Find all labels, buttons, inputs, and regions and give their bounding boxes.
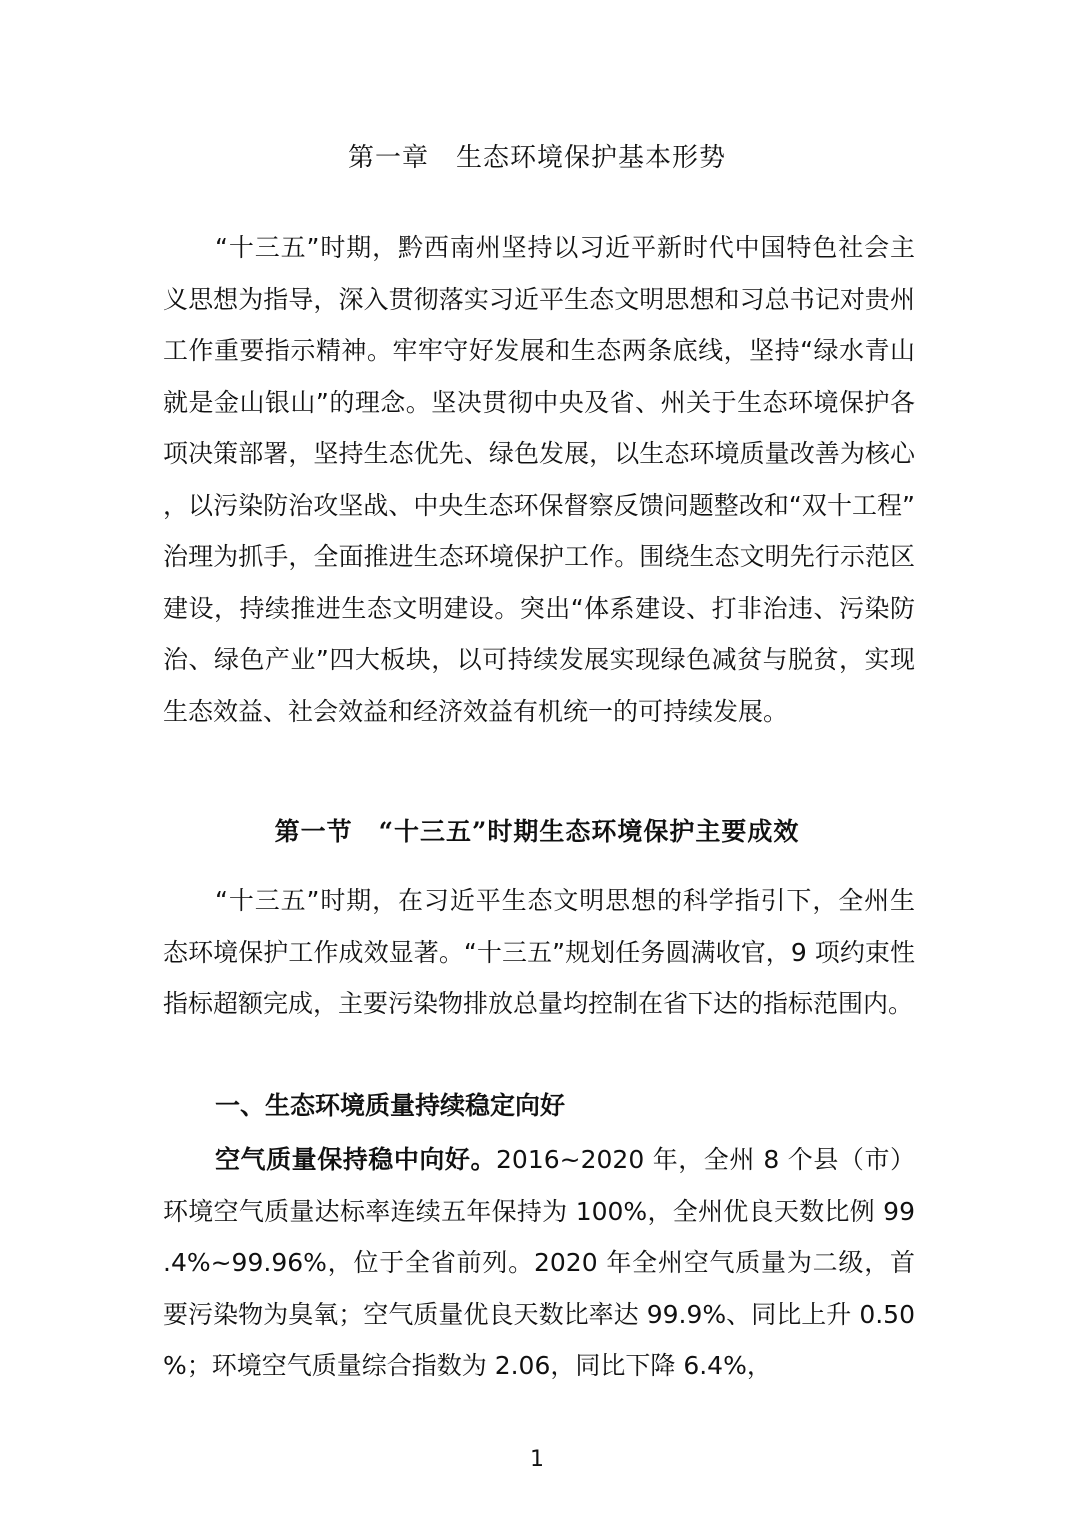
air-quality-body: 2016~2020 年，全州 8 个县（市）环境空气质量达标率连续五年保持为 100%，全州优良天数比例 99.4%~99.96%，位于全省前列。2020 年全州空气质量为二级，首要污染物为臭氧；空气质量优良天数比率达 99.9%、同比上升 0.50%；环境空气质量综合指数为 2.06，同比下降 6.4%， <box>163 1145 915 1380</box>
page-number: 1 <box>530 1447 544 1472</box>
air-quality-paragraph <box>163 1134 915 1392</box>
section-title: 第一节 “十三五”时期生态环境保护主要成效 <box>274 817 800 846</box>
chapter-title: 第一章 生态环境保护基本形势 <box>347 143 726 173</box>
subheading: 一、生态环境质量持续稳定向好 <box>215 1091 566 1120</box>
air-quality-lead: 空气质量保持稳中向好。 <box>215 1145 497 1174</box>
intro-paragraph: “十三五”时期，黔西南州坚持以习近平新时代中国特色社会主义思想为指导，深入贯彻落实习近平生态文明思想和习总书记对贵州工作重要指示精神。牢牢守好发展和生态两条底线，坚持“绿水青山就是金山银山”的理念。坚决贯彻中央及省、州关于生态环境保护各项决策部署，坚持生态优先、绿色发展，以生态环境质量改善为核心，以污染防治攻坚战、中央生态环保督察反馈问题整改和“双十工程”治理为抓手，全面推进生态环境保护工作。围绕生态文明先行示范区建设，持续推进生态文明建设。突出“体系建设、打非治违、污染防治、绿色产业”四大板块，以可持续发展实现绿色减贫与脱贫，实现生态效益、社会效益和经济效益有机统一的可持续发展。 <box>163 233 915 726</box>
section-paragraph: “十三五”时期，在习近平生态文明思想的科学指引下，全州生态环境保护工作成效显著。“十三五”规划任务圆满收官，9 项约束性指标超额完成，主要污染物排放总量均控制在省下达的指标范围内。 <box>163 886 915 1018</box>
